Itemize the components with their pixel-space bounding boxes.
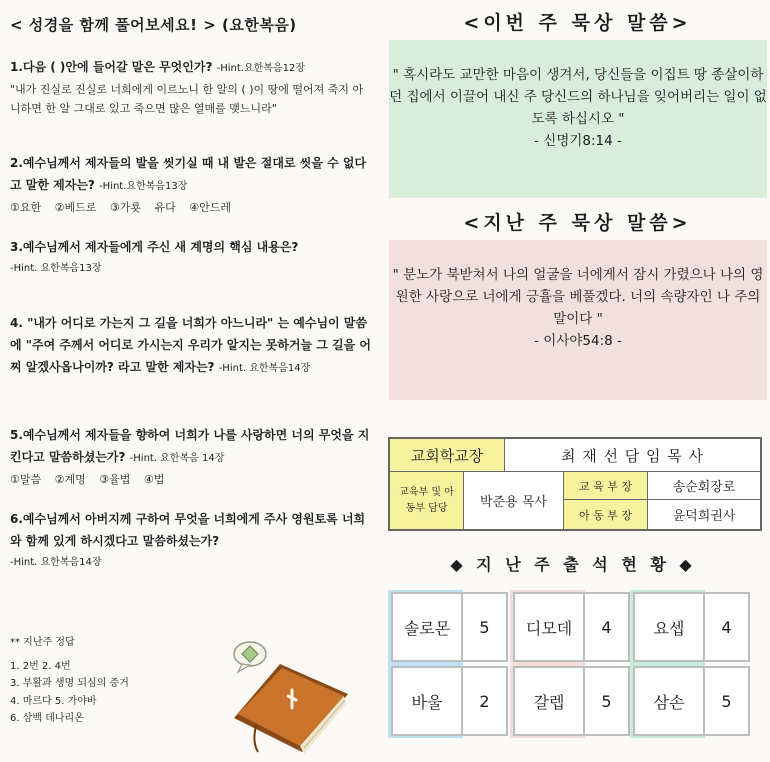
question-2-text: 2.예수님께서 제자들의 발을 씻기실 때 내 발은 절대로 씻을 수 없다고 말한 제자는? [10, 156, 367, 192]
question-4-text: 4. "내가 어디로 가는지 그 길을 너희가 아느니라" 는 예수님이 말씀에 "주여 주께서 어디로 가시는지 우리가 알지는 못하거늘 그 길을 어찌 알겠사옵나이까? 라고 말한 제자는? [10, 316, 372, 374]
edu-name: 송순회장로 [648, 472, 760, 500]
bible-icon [228, 640, 358, 756]
group-name: 솔로몬 [391, 592, 463, 662]
question-3-text: 3.예수님께서 제자들에게 주신 새 계명의 핵심 내용은? [10, 240, 299, 254]
question-6-text: 6.예수님께서 아버지께 구하여 무엇을 너희에게 주사 영원토록 너희와 함께 있게 하시겠다고 말씀하셨는가? [10, 512, 366, 548]
question-4 [10, 312, 372, 380]
answer-line: 4. 마르다 5. 가야바 [10, 695, 97, 707]
dept-name: 박준용 목사 [464, 472, 564, 529]
dept-label: 교육부 및 아동부 담당 [390, 472, 464, 529]
last-week-heading: <지난 주 묵상 말씀> [463, 212, 692, 234]
group-count: 5 [463, 592, 508, 662]
question-6 [10, 508, 372, 574]
question-4-hint: -Hint. 요한복음14장 [218, 363, 311, 374]
group-name: 요셉 [633, 592, 705, 662]
question-2-hint: -Hint.요한복음13장 [99, 181, 188, 192]
answer-line: 1. 2번 2. 4번 [10, 660, 71, 672]
question-6-hint: -Hint. 요한복음14장 [10, 557, 102, 568]
this-week-verse-box [389, 40, 767, 198]
group-name: 삼손 [633, 666, 705, 736]
answer-line: 3. 부활과 생명 되심의 증거 [10, 678, 129, 689]
answers-title: ** 지난주 정답 [10, 637, 75, 648]
question-5-options: ①말씀 ②계명 ③율법 ④법 [10, 473, 165, 486]
group-count: 4 [585, 592, 630, 662]
last-week-verse: " 분노가 북받쳐서 나의 얼굴을 너에게서 잠시 가렸으나 나의 영원한 사랑으로 너에게 긍휼을 베풀겠다. 너의 속량자인 나 주의 말이다 " [392, 267, 764, 327]
attendance-title: ◆ 지 난 주 출 석 현 황 ◆ [450, 555, 696, 574]
question-3-hint: -Hint. 요한복음13장 [10, 263, 102, 274]
last-week-verse-box [389, 240, 767, 400]
group-name: 갈렙 [513, 666, 585, 736]
edu-label: 교 육 부 장 [564, 472, 648, 500]
group-name: 디모데 [513, 592, 585, 662]
group-count: 5 [585, 666, 630, 736]
question-5 [10, 424, 372, 489]
group-count: 4 [705, 592, 750, 662]
attendance-card-2 [510, 590, 630, 738]
child-label: 아 동 부 장 [564, 500, 648, 529]
answer-line: 6. 삼백 데나리온 [10, 713, 84, 724]
quiz-title: < 성경을 함께 풀어보세요! > (요한복음) [10, 16, 297, 34]
principal-name: 최 재 선 담 임 목 사 [505, 439, 760, 472]
child-name: 윤덕희권사 [672, 509, 736, 524]
attendance-card-3 [630, 590, 750, 738]
last-week-answers [10, 634, 129, 728]
attendance-card-1 [388, 590, 508, 738]
question-2-options: ①요한 ②베드로 ③가룟 유다 ④안드레 [10, 201, 231, 214]
question-5-text: 5.예수님께서 제자들을 향하여 너희가 나를 사랑하면 너의 무엇을 지킨다고 말씀하셨는가? [10, 428, 370, 464]
question-1 [10, 56, 372, 118]
this-week-heading: <이번 주 묵상 말씀> [463, 12, 692, 34]
question-1-text: 1.다음 ( )안에 들어갈 말은 무엇인가? [10, 60, 213, 74]
question-3 [10, 236, 372, 280]
last-week-reference: - 이사야54:8 - [534, 333, 622, 349]
question-5-hint: -Hint. 요한복음 14장 [129, 453, 225, 464]
principal-label: 교회학교장 [390, 439, 505, 472]
question-1-hint: -Hint.요한복음12장 [216, 63, 305, 74]
this-week-reference: - 신명기8:14 - [534, 133, 622, 149]
question-1-verse: "내가 진실로 진실로 너희에게 이르노니 한 알의 ( )이 땅에 떨어져 죽지 아니하면 한 알 그대로 있고 죽으면 많은 열매를 맺느니라" [10, 83, 364, 115]
group-name: 바울 [391, 666, 463, 736]
group-count: 5 [705, 666, 750, 736]
question-2 [10, 152, 372, 217]
this-week-verse: " 혹시라도 교만한 마음이 생겨서, 당신들을 이집트 땅 종살이하던 집에서 이끌어 내신 주 당신드의 하나님을 잊어버리는 일이 없도록 하십시오 " [389, 67, 767, 127]
group-count: 2 [463, 666, 508, 736]
staff-table [388, 437, 762, 531]
